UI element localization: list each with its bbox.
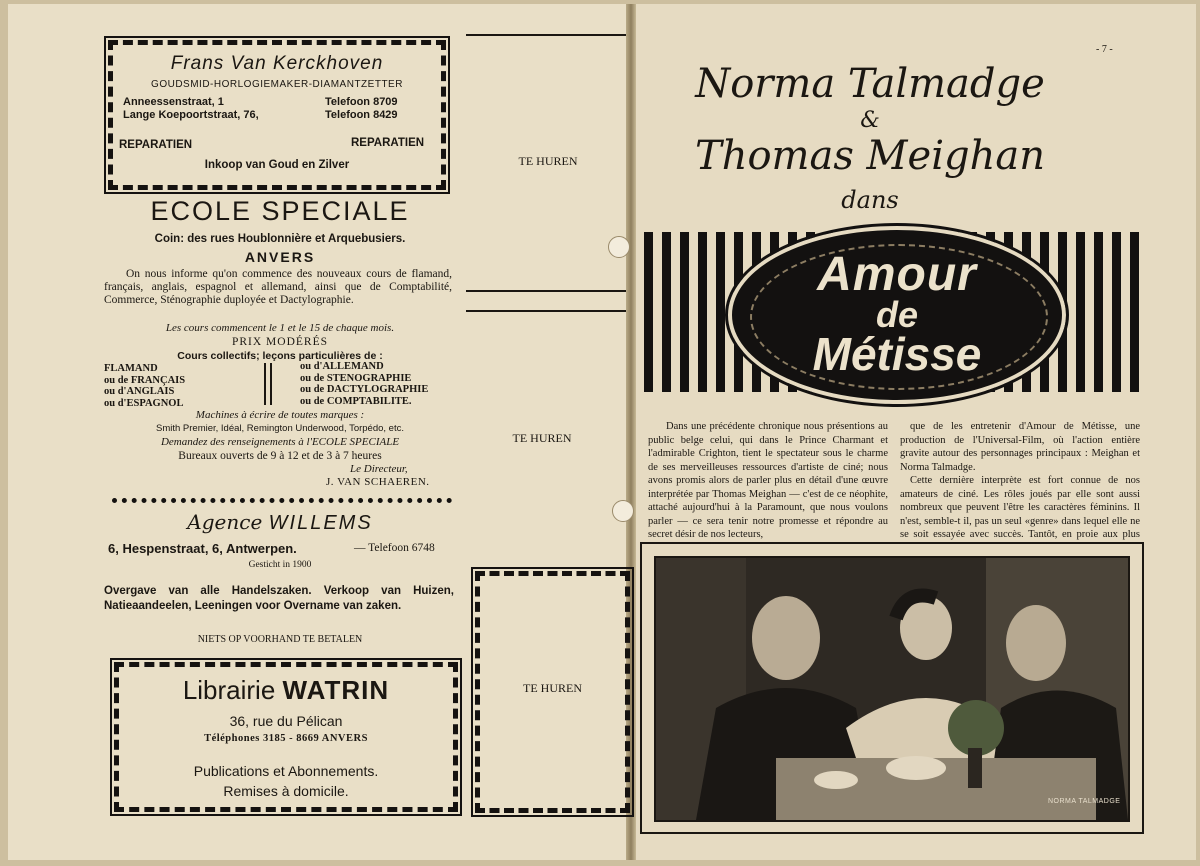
divider-dotted: [112, 498, 452, 503]
photo-caption: NORMA TALMADGE: [1048, 798, 1121, 805]
film-title-word-3: Métisse: [812, 328, 982, 380]
film-still-illustration: [656, 558, 1128, 820]
te-huren-1: TE HUREN: [518, 154, 578, 168]
ecole-intro: On nous informe qu'on commence des nouveaux cours de flamand, français, anglais, espagnol et allemand, ainsi que de Comptabilité, Commerce, Sténographie duployée et Dactylographie.: [104, 268, 452, 306]
ad-ecole-speciale: [104, 196, 456, 490]
kerckhoven-phone-1: Telefoon 8709: [325, 96, 398, 108]
kerckhoven-phone-2: Telefoon 8429: [325, 109, 398, 121]
subject-item: ou de FRANÇAIS: [104, 374, 186, 386]
article-column-2-para-1: que de les entretenir d'Amour de Métisse, une production de l'Universal-Film, où l'action entière gravite autour des personnages principaux : Meighan et Norma Talmadge.: [900, 421, 1140, 473]
actor-1-title: Norma Talmadge: [695, 61, 1045, 107]
willems-founded: Gesticht in 1900: [248, 560, 312, 570]
willems-body: Overgave van alle Handelszaken. Verkoop van Huizen, Natieaandeelen, Leeningen voor Overname van zaken.: [104, 585, 454, 612]
film-still-photo: [654, 556, 1130, 822]
willems-address: 6, Hespenstraat, 6, Antwerpen.: [108, 541, 297, 556]
watrin-phones: Téléphones 3185 - 8669 ANVERS: [204, 733, 368, 744]
willems-note: NIETS OP VOORHAND TE BETALEN: [197, 634, 363, 645]
ad-kerckhoven: [108, 40, 446, 190]
ecole-brands: Smith Premier, Idéal, Remington Underwood, Torpédo, etc.: [155, 423, 404, 434]
ecole-hours: Bureaux ouverts de 9 à 12 et de 3 à 7 heures: [178, 450, 382, 462]
watrin-prefix: Librairie: [182, 675, 276, 705]
te-huren-box: [475, 571, 630, 813]
ecole-director-title: Le Directeur,: [350, 463, 408, 475]
kerckhoven-trade: GOUDSMID-HORLOGIEMAKER-DIAMANTZETTER: [151, 79, 403, 90]
binder-hole-2: [612, 500, 634, 522]
article-column-2-para-2: Cette dernière interprète est fort connue de nos amateurs de ciné. Les rôles joués par elle sont aussi nombreux que peuvent l'être les caractères féminins. Il n'est, semble-t il, pas un seul «genre» dans lequel elle ne se soit essayée avec succès. Tantôt, en proie aux plus: [900, 475, 1140, 540]
ad-librairie-watrin: [114, 662, 458, 812]
watrin-address: 36, rue du Pélican: [229, 713, 343, 729]
ad-agence-willems: [104, 510, 456, 650]
film-title-word-1: Amour: [817, 248, 977, 301]
ecole-courses-note: Les cours commencent le 1 et le 15 de chaque mois.: [165, 322, 395, 334]
watrin-title: [119, 675, 453, 706]
willems-title: [104, 510, 456, 535]
subject-item: ou de STENOGRAPHIE: [300, 372, 412, 384]
ecole-ask: Demandez des renseignements à l'ECOLE SPECIALE: [160, 436, 400, 448]
watrin-line-1: Publications et Abonnements.: [193, 763, 379, 779]
ecole-subjects-left: [104, 363, 185, 409]
ecole-director-name: J. VAN SCHAEREN.: [326, 476, 430, 488]
subject-item: ou de COMPTABILITE.: [300, 395, 412, 407]
kerckhoven-address-2: Lange Koepoortstraat, 76,: [123, 109, 259, 121]
article-column-2: [900, 420, 1140, 555]
column-rule-top: [466, 34, 626, 36]
kerckhoven-repair-right: REPARATIEN: [351, 137, 425, 149]
subjects-divider-right: [270, 363, 272, 405]
ecole-prices: PRIX MODÉRÉS: [231, 336, 329, 348]
actor-2-title: Thomas Meighan: [695, 133, 1045, 179]
subject-item: ou d'ANGLAIS: [104, 386, 175, 397]
ecole-machines: Machines à écrire de toutes marques :: [195, 409, 365, 421]
binder-hole-1: [608, 236, 630, 258]
ecole-city: ANVERS: [244, 249, 316, 265]
subject-item: ou d'ESPAGNOL: [104, 397, 184, 409]
te-huren-2: TE HUREN: [512, 431, 572, 445]
column-rule-mid-1: [466, 290, 626, 292]
kerckhoven-address-1: Anneessenstraat, 1: [123, 96, 224, 108]
kerckhoven-name: Frans Van Kerckhoven: [170, 53, 384, 74]
ecole-corner: Coin: des rues Houblonnière et Arquebusiers.: [154, 233, 406, 245]
te-huren-3: TE HUREN: [523, 681, 582, 695]
ecole-lessons: Cours collectifs; leçons particulières de :: [177, 350, 383, 362]
column-rule-mid-2: [466, 310, 626, 312]
ampersand: &: [860, 108, 880, 133]
kerckhoven-repair-left: REPARATIEN: [119, 139, 193, 151]
ecole-subjects-right: [300, 361, 428, 407]
subject-item: FLAMAND: [104, 363, 158, 374]
page-number: - 7 -: [1096, 44, 1113, 55]
watrin-name: WATRIN: [282, 675, 390, 705]
article-column-1: Dans une précédente chronique nous présentions au public belge celui, qui dans le Prince Charmant et l'admirable Crighton, tient le spectateur sous le charme de ses merveilleuses ressources d'artiste de ciné; nous avons promis alors de parler plus en détail d'une œuvre interprétée par Thomas Meighan — c'est de ce néophite, attaché aujourd'hui à la Paramount, que nous voulons parler — ce sera tenir notre promesse et répondre au secret désir de nos lecteurs,: [648, 421, 888, 540]
watrin-line-2: Remises à domicile.: [223, 783, 349, 799]
subjects-divider-left: [264, 363, 266, 405]
willems-agence-word: Agence: [187, 510, 263, 534]
dans-word: dans: [841, 186, 899, 214]
subject-item: ou de DACTYLOGRAPHIE: [300, 384, 429, 395]
ecole-title: ECOLE SPECIALE: [150, 196, 410, 226]
willems-phone: — Telefoon 6748: [354, 542, 435, 554]
kerckhoven-purchase: Inkoop van Goud en Zilver: [204, 159, 350, 171]
willems-name: WILLEMS: [268, 512, 373, 534]
subject-item: ou d'ALLEMAND: [300, 361, 384, 372]
film-title-oval: [728, 226, 1066, 404]
film-title-word-2: de: [875, 294, 918, 335]
